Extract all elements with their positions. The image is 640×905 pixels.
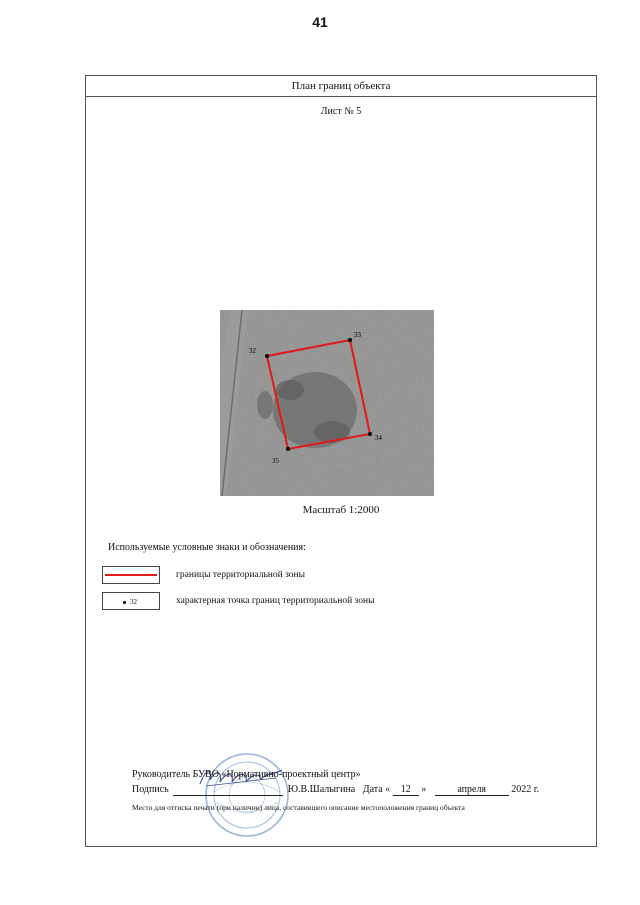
legend-item-point: характерная точка границ территориальной зоны xyxy=(176,596,375,606)
point-label: 33 xyxy=(354,331,361,339)
point-label: 32 xyxy=(249,347,256,355)
date-year: 2022 г. xyxy=(511,784,540,795)
date-close: » xyxy=(421,784,427,795)
signature-line xyxy=(132,784,539,796)
document-title: План границ объекта xyxy=(86,76,596,97)
red-line-symbol xyxy=(105,574,157,576)
point-symbol-label: 32 xyxy=(130,598,137,606)
map-scale: Масштаб 1:2000 xyxy=(302,504,380,516)
legend-title: Используемые условные знаки и обозначения: xyxy=(108,542,306,553)
date-day: 12 xyxy=(393,784,419,796)
signer-name: Ю.В.Шалыгина xyxy=(287,784,356,795)
sheet-number: Лист № 5 xyxy=(320,106,362,117)
legend-swatch-point xyxy=(102,592,160,610)
sign-label: Подпись xyxy=(132,784,169,795)
boundary-point-32 xyxy=(265,354,269,358)
signature-field xyxy=(173,784,283,796)
legend-item-boundary: границы территориальной зоны xyxy=(176,570,306,580)
boundary-point-33 xyxy=(348,338,352,342)
boundary-point-34 xyxy=(368,432,372,436)
point-label: 34 xyxy=(375,434,382,442)
stamp-note: Место для оттиска печати (при наличии) лица, составившего описание местоположения границ объекта xyxy=(132,803,465,812)
point-symbol xyxy=(123,599,137,606)
date-label: Дата « xyxy=(362,784,391,795)
boundary-map xyxy=(220,310,434,496)
legend-swatch-boundary xyxy=(102,566,160,584)
point-label: 35 xyxy=(272,457,279,465)
boundary-point-35 xyxy=(286,447,290,451)
head-line: Руководитель БУВО «Нормативно-проектный центр» xyxy=(132,769,361,780)
document-frame xyxy=(85,75,597,847)
date-month: апреля xyxy=(435,784,509,796)
page-number: 41 xyxy=(312,14,328,30)
